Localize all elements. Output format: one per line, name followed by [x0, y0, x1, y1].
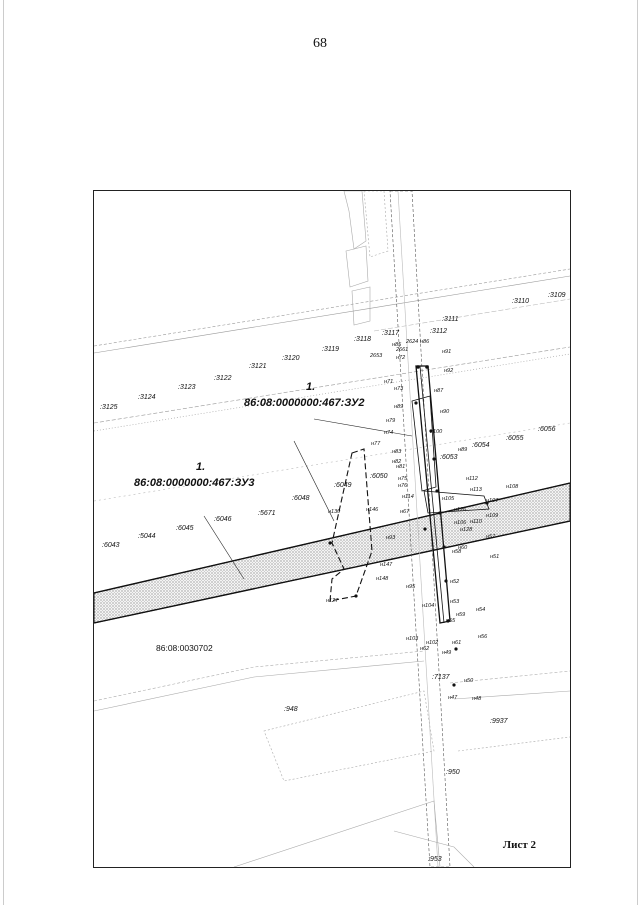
parcel-label: :7137	[432, 674, 450, 681]
point-label: н100	[430, 429, 443, 435]
page-number: 68	[313, 36, 327, 51]
point-label: н51	[490, 554, 500, 560]
parcel-label: :3110	[512, 298, 529, 305]
parcel-label: :6046	[214, 516, 232, 523]
point-label: н128	[460, 527, 473, 533]
plot-zu3-number: 86:08:0000000:467:ЗУ3	[134, 477, 255, 489]
plot-zu2-number: 86:08:0000000:467:ЗУ2	[244, 397, 365, 409]
point-label: н56	[478, 634, 488, 640]
point-label: н76	[398, 483, 408, 489]
point-label: н130	[328, 509, 341, 515]
point-label: н104	[422, 603, 435, 609]
parcel-label: :5044	[138, 533, 156, 540]
point-label: н112	[466, 476, 478, 482]
point-label: н103	[406, 636, 419, 642]
parcel-label: :6043	[102, 542, 120, 549]
point-label: н79	[386, 418, 396, 424]
parcel-label: :6054	[472, 442, 490, 449]
parcel-label: :953	[428, 856, 442, 863]
plot-zu2-index: 1.	[306, 381, 316, 393]
point-label: н73	[394, 386, 404, 392]
point-label: н89	[458, 447, 468, 453]
parcel-label: :6048	[292, 495, 310, 502]
point-label: н87	[434, 388, 444, 394]
point-label: н113	[470, 487, 482, 493]
point-label: н75	[398, 476, 408, 482]
point-label: н114	[402, 494, 414, 500]
point-label: н77	[371, 441, 381, 447]
parcel-label: :950	[446, 769, 460, 776]
parcel-label: :6050	[370, 473, 388, 480]
point-label: н147	[380, 562, 393, 568]
map-canvas	[94, 191, 570, 867]
point-label: н55	[446, 618, 456, 624]
point-label: н60	[458, 545, 468, 551]
road-lines-upper	[94, 269, 570, 501]
parcel-label: :5671	[258, 510, 276, 517]
parcel-label: :3109	[548, 292, 566, 299]
point-label: н85	[392, 342, 402, 348]
parcel-label: :6049	[334, 482, 352, 489]
point-label: н71	[384, 379, 394, 385]
point-label: н109	[486, 513, 499, 519]
cadastral-quarter-label: 86:08:0030702	[156, 643, 213, 653]
point-label: н95	[406, 584, 416, 590]
parcel-label: :3117	[382, 330, 399, 337]
plot-zu3-index: 1.	[196, 461, 206, 473]
point-label: н57	[486, 534, 496, 540]
parcel-label: :3118	[354, 336, 371, 343]
point-label: н89	[394, 404, 404, 410]
parcel-label: :948	[284, 706, 298, 713]
point-label: н81	[396, 464, 406, 470]
parcel-label: :6055	[506, 435, 524, 442]
point-label: н110	[470, 519, 482, 525]
parcel-label: :3123	[178, 384, 196, 391]
parcel-label: 2624	[406, 339, 419, 345]
point-label: н58	[452, 549, 462, 555]
point-label: н92	[444, 368, 454, 374]
point-label: н50	[464, 678, 474, 684]
point-label: н59	[456, 612, 466, 618]
point-label: н67	[400, 509, 410, 515]
point-label: н54	[476, 607, 486, 613]
plot-zu3-outline	[330, 449, 372, 601]
parcel-label: 2653	[370, 353, 383, 359]
parcel-label: :6056	[538, 426, 556, 433]
sheet-label: Лист 2	[502, 839, 536, 851]
point-label: н61	[452, 640, 462, 646]
parcel-label: :9937	[490, 718, 508, 725]
building-outlines	[344, 191, 388, 325]
cadastral-map	[93, 190, 571, 868]
parcel-label: :3124	[138, 394, 156, 401]
point-label: н105	[442, 496, 455, 502]
parcel-label: :3111	[442, 316, 459, 323]
point-label: н74	[384, 430, 394, 436]
point-label: н53	[450, 599, 460, 605]
point-label: н82	[392, 459, 402, 465]
parcel-label: 2661	[396, 347, 409, 353]
point-label: н86	[420, 339, 430, 345]
point-label: н52	[450, 579, 460, 585]
point-label: н107	[486, 498, 499, 504]
parcel-label: :3121	[249, 363, 267, 370]
lower-blocks	[94, 651, 570, 867]
scan-edge-right	[637, 0, 638, 905]
point-label: н90	[440, 409, 450, 415]
point-label: н48	[472, 696, 482, 702]
parcel-label: :3119	[322, 346, 339, 353]
point-label: н146	[366, 507, 379, 513]
point-label: н91	[442, 349, 452, 355]
point-label: н102	[426, 640, 439, 646]
parcel-label: :3125	[100, 404, 118, 411]
parcel-label: :6045	[176, 525, 194, 532]
parcel-label: :3120	[282, 355, 300, 362]
point-label: н93	[386, 535, 396, 541]
point-label: н148	[376, 576, 389, 582]
point-label: н72	[396, 355, 406, 361]
point-label: н49	[442, 650, 452, 656]
point-label: н127	[326, 598, 339, 604]
point-label: н126	[454, 507, 467, 513]
point-label: н83	[392, 449, 402, 455]
point-label: н47	[448, 695, 458, 701]
parcel-label: :3122	[214, 375, 232, 382]
point-label: н108	[506, 484, 519, 490]
parcel-label: :6053	[440, 454, 458, 461]
point-label: н106	[454, 520, 467, 526]
parcel-label: :3112	[430, 328, 447, 335]
scan-edge-left	[3, 0, 4, 905]
point-label: н62	[420, 646, 430, 652]
